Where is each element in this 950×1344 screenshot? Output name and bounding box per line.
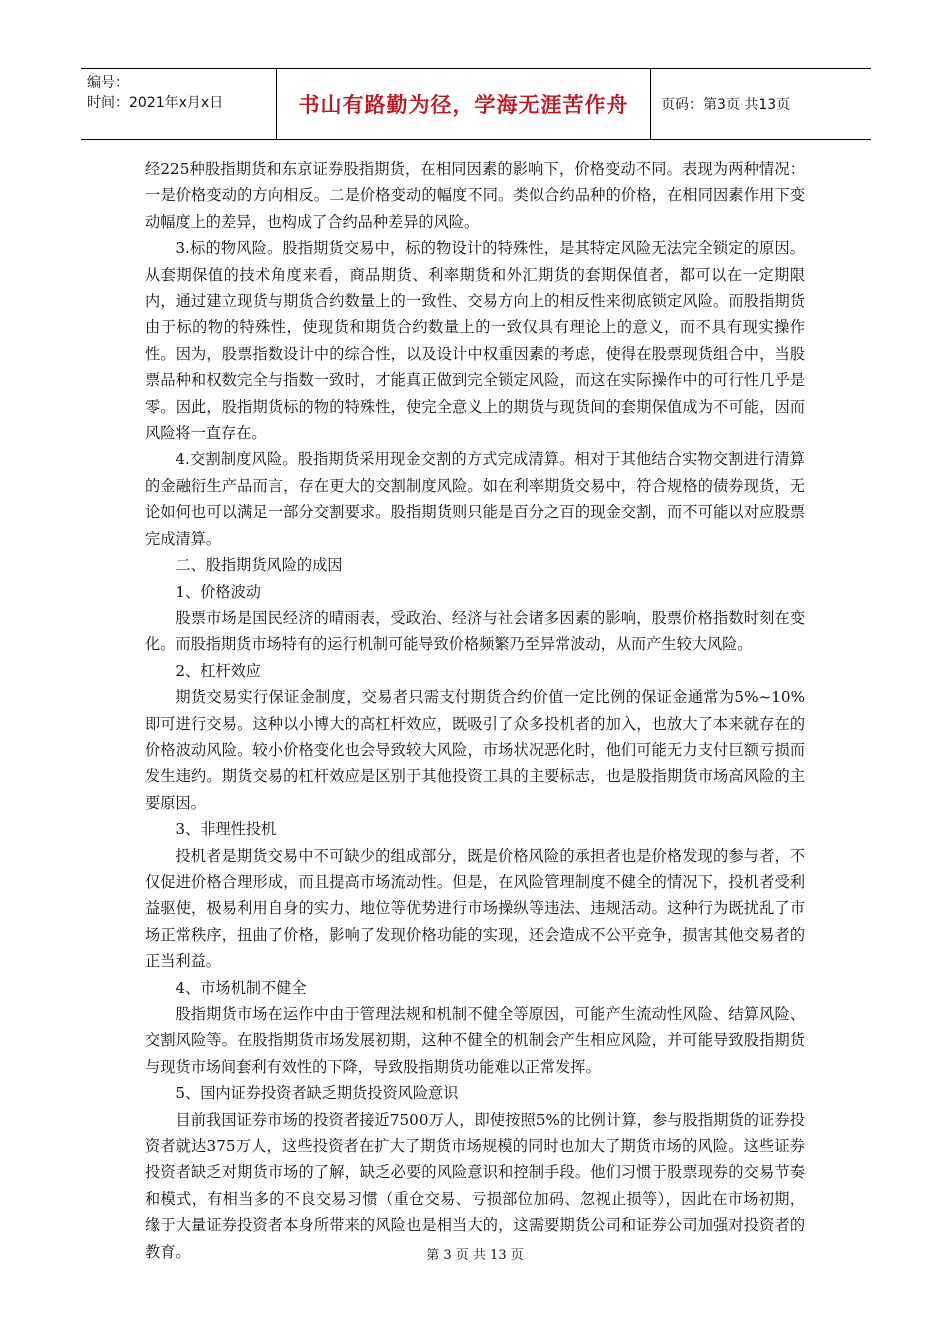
section-heading-causes: 二、股指期货风险的成因 xyxy=(175,556,343,575)
paragraph-underlying-risk: 3.标的物风险。股指期货交易中，标的物设计的特殊性，是其特定风险无法完全锁定的原因。从套期保值的技术角度来看，商品期货、利率期货和外汇期货的套期保值者，都可以在一定期限内，通过建立现货与期货合约数量上的一致性、交易方向上的相反性来彻底锁定风险。而股指期货由于标的物的特殊性，使现货和期货合约数量上的一致仅具有理论上的意义，而不具有现实操作性。因为，股票指数设计中的综合性，以及设计中权重因素的考虑，使得在股票现货组合中，当股票品种和权数完全与指数一致时，才能真正做到完全锁定风险，而这在实际操作中的可行性几乎是零。因此，股指期货标的物的特殊性，使完全意义上的期货与现货间的套期保值成为不可能，因而风险将一直存在。 xyxy=(145,239,805,443)
header-meta-cell xyxy=(81,69,277,139)
document-date-label: 时间：2021年x月x日 xyxy=(87,95,224,111)
paragraph-continuation: 经225种股指期货和东京证券股指期货，在相同因素的影响下，价格变动不同。表现为两种情况：一是价格变动的方向相反。二是价格变动的幅度不同。类似合约品种的价格，在相同因素作用下变动幅度上的差异，也构成了合约品种差异的风险。 xyxy=(145,160,805,231)
paragraph-delivery-risk: 4.交割制度风险。股指期货采用现金交割的方式完成清算。相对于其他结合实物交割进行清算的金融衍生产品而言，存在更大的交割制度风险。如在利率期货交易中，符合规格的债券现货，无论如何也可以满足一部分交割要求。股指期货则只能是百分之百的现金交割，而不可能以对应股票完成清算。 xyxy=(145,450,805,548)
subheading-investor-awareness: 5、国内证券投资者缺乏期货投资风险意识 xyxy=(175,1084,459,1103)
paragraph-price-volatility: 股票市场是国民经济的晴雨表，受政治、经济与社会诸多因素的影响，股票价格指数时刻在变化。而股指期货市场特有的运行机制可能导致价格频繁乃至异常波动，从而产生较大风险。 xyxy=(145,608,805,654)
paragraph-investor-awareness: 目前我国证券市场的投资者接近7500万人，即使按照5%的比例计算，参与股指期货的证券投资者就达375万人，这些投资者在扩大了期货市场规模的同时也加大了期货市场的风险。这些证券投资者缺乏对期货市场的了解，缺乏必要的风险意识和控制手段。他们习惯于股票现券的交易节奏和模式，有相当多的不良交易习惯（重仓交易、亏损部位加码、忽视止损等），因此在市场初期，缘于大量证券投资者本身所带来的风险也是相当大的，这需要期货公司和证券公司加强对投资者的教育。 xyxy=(145,1110,805,1261)
paragraph-leverage: 期货交易实行保证金制度，交易者只需支付期货合约价值一定比例的保证金通常为5%~10%即可进行交易。这种以小博大的高杠杆效应，既吸引了众多投机者的加入，也放大了本来就存在的价格波动风险。较小价格变化也会导致较大风险，市场状况恶化时，他们可能无力支付巨额亏损而发生违约。期货交易的杠杆效应是区别于其他投资工具的主要标志，也是股指期货市场高风险的主要原因。 xyxy=(145,688,805,812)
page-header xyxy=(81,68,871,140)
header-page-info: 页码：第3页 共13页 xyxy=(661,97,791,113)
subheading-speculation: 3、非理性投机 xyxy=(175,820,277,839)
document-number-label: 编号： xyxy=(87,75,129,91)
subheading-leverage: 2、杠杆效应 xyxy=(175,661,261,680)
paragraph-speculation: 投机者是期货交易中不可缺少的组成部分，既是价格风险的承担者也是价格发现的参与者，不仅促进价格合理形成，而且提高市场流动性。但是，在风险管理制度不健全的情况下，投机者受利益驱使，极易利用自身的实力、地位等优势进行市场操纵等违法、违规活动。这种行为既扰乱了市场正常秩序，扭曲了价格，影响了发现价格功能的实现，还会造成不公平竞争，损害其他交易者的正当利益。 xyxy=(145,846,805,971)
subheading-market-mechanism: 4、市场机制不健全 xyxy=(175,978,307,997)
header-page-cell xyxy=(651,69,871,139)
subheading-price-volatility: 1、价格波动 xyxy=(175,582,261,601)
page-footer: 第 3 页 共 13 页 xyxy=(426,1248,524,1263)
header-motto-cell xyxy=(277,69,651,139)
paragraph-market-mechanism: 股指期货市场在运作中由于管理法规和机制不健全等原因，可能产生流动性风险、结算风险、交割风险等。在股指期货市场发展初期，这种不健全的机制会产生相应风险，并可能导致股指期货与现货市场间套利有效性的下降，导致股指期货功能难以正常发挥。 xyxy=(145,1005,805,1076)
body-text xyxy=(145,156,805,1265)
header-motto: 书山有路勤为径，学海无涯苦作舟 xyxy=(298,93,629,117)
